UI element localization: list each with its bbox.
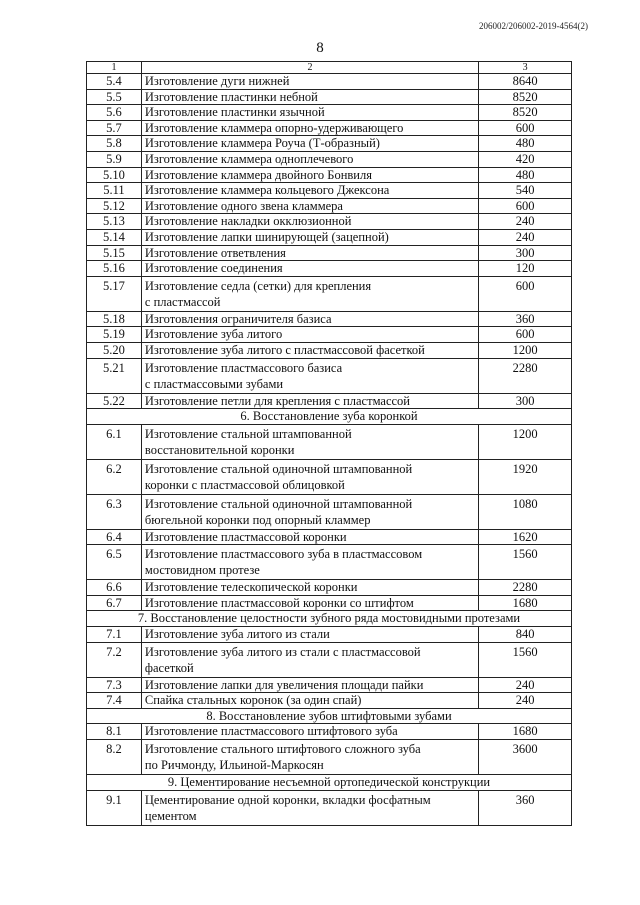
price-table <box>86 61 572 826</box>
table-row <box>87 724 572 740</box>
table-row <box>87 693 572 709</box>
table-row <box>87 276 572 311</box>
table-row <box>87 311 572 327</box>
table-row <box>87 627 572 643</box>
item-name <box>141 494 478 529</box>
section-row <box>87 708 572 724</box>
item-name-line: Изготовление зуба литого из стали с пластмассовой <box>144 644 421 659</box>
table-row <box>87 245 572 261</box>
table-row <box>87 529 572 545</box>
section-title: 6. Восстановление зуба коронкой <box>87 409 572 425</box>
item-number: 5.19 <box>87 327 142 343</box>
item-name <box>141 358 478 393</box>
table-row <box>87 198 572 214</box>
item-price: 3600 <box>479 740 572 775</box>
item-number: 5.5 <box>87 89 142 105</box>
item-number: 6.3 <box>87 494 142 529</box>
column-header: 3 <box>479 62 572 74</box>
item-name: Изготовление дуги нижней <box>141 74 478 90</box>
item-price: 600 <box>479 327 572 343</box>
item-name <box>141 790 478 825</box>
item-number: 5.16 <box>87 261 142 277</box>
item-number: 5.21 <box>87 358 142 393</box>
item-number: 5.9 <box>87 151 142 167</box>
item-price: 1680 <box>479 724 572 740</box>
item-price: 8640 <box>479 74 572 90</box>
item-name-line: Изготовление стальной штампованной <box>144 426 352 441</box>
item-name: Изготовление кламмера кольцевого Джексона <box>141 183 478 199</box>
section-title: 9. Цементирование несъемной ортопедической конструкции <box>87 775 572 791</box>
item-name: Изготовление кламмера Роуча (Т-образный) <box>141 136 478 152</box>
item-price: 840 <box>479 627 572 643</box>
item-price: 1920 <box>479 459 572 494</box>
section-row <box>87 409 572 425</box>
item-name-line: Изготовление пластмассового зуба в пластмассовом <box>144 547 423 562</box>
table-row <box>87 261 572 277</box>
table-row <box>87 229 572 245</box>
table-row <box>87 151 572 167</box>
table-row <box>87 183 572 199</box>
item-price: 1560 <box>479 545 572 580</box>
item-number: 7.1 <box>87 627 142 643</box>
section-row <box>87 611 572 627</box>
item-number: 5.4 <box>87 74 142 90</box>
item-name: Изготовление ответвления <box>141 245 478 261</box>
item-price: 240 <box>479 214 572 230</box>
item-price: 240 <box>479 229 572 245</box>
item-name-line: Изготовление стального штифтового сложного зуба <box>144 742 421 757</box>
table-row <box>87 167 572 183</box>
section-row <box>87 775 572 791</box>
item-number: 5.20 <box>87 342 142 358</box>
item-number: 5.14 <box>87 229 142 245</box>
item-name: Изготовление пластмассового штифтового зуба <box>141 724 478 740</box>
item-number: 9.1 <box>87 790 142 825</box>
table-row <box>87 136 572 152</box>
item-price: 480 <box>479 167 572 183</box>
table-row <box>87 358 572 393</box>
table-row <box>87 214 572 230</box>
item-number: 5.7 <box>87 120 142 136</box>
item-number: 5.12 <box>87 198 142 214</box>
item-name-line: по Ричмонду, Ильиной-Маркосян <box>144 758 324 773</box>
item-price: 1080 <box>479 494 572 529</box>
table-row <box>87 580 572 596</box>
table-row <box>87 790 572 825</box>
item-name-line: Изготовление седла (сетки) для крепления <box>144 278 372 293</box>
column-header: 2 <box>141 62 478 74</box>
table-body <box>87 74 572 826</box>
item-number: 7.3 <box>87 677 142 693</box>
item-number: 8.2 <box>87 740 142 775</box>
table-row <box>87 342 572 358</box>
table-row <box>87 459 572 494</box>
item-price: 600 <box>479 120 572 136</box>
item-number: 6.7 <box>87 595 142 611</box>
item-number: 5.6 <box>87 105 142 121</box>
item-name <box>141 740 478 775</box>
item-number: 5.22 <box>87 393 142 409</box>
item-price: 240 <box>479 693 572 709</box>
item-name <box>141 459 478 494</box>
item-name: Изготовление петли для крепления с пластмассой <box>141 393 478 409</box>
item-name-line: фасеткой <box>144 660 194 675</box>
item-name-line: Изготовление стальной одиночной штампованной <box>144 496 413 511</box>
item-number: 5.11 <box>87 183 142 199</box>
item-number: 6.4 <box>87 529 142 545</box>
section-title: 7. Восстановление целостности зубного ряда мостовидными протезами <box>87 611 572 627</box>
item-number: 5.18 <box>87 311 142 327</box>
item-price: 2280 <box>479 358 572 393</box>
document-id: 206002/206002-2019-4564(2) <box>479 21 588 31</box>
item-price: 420 <box>479 151 572 167</box>
item-name: Изготовление пластинки язычной <box>141 105 478 121</box>
item-price: 300 <box>479 245 572 261</box>
column-header: 1 <box>87 62 142 74</box>
item-name-line: Цементирование одной коронки, вкладки фосфатным <box>144 792 431 807</box>
item-name-line: с пластмассовыми зубами <box>144 376 284 391</box>
table-row <box>87 677 572 693</box>
item-name <box>141 545 478 580</box>
item-name: Изготовления ограничителя базиса <box>141 311 478 327</box>
item-name-line: коронки с пластмассовой облицовкой <box>144 477 345 492</box>
item-number: 6.1 <box>87 424 142 459</box>
item-name-line: мостовидном протезе <box>144 563 260 578</box>
item-number: 8.1 <box>87 724 142 740</box>
item-name: Изготовление соединения <box>141 261 478 277</box>
table-row <box>87 74 572 90</box>
item-name: Изготовление пластмассовой коронки <box>141 529 478 545</box>
item-price: 120 <box>479 261 572 277</box>
item-number: 5.10 <box>87 167 142 183</box>
column-header-row <box>87 62 572 74</box>
item-name-line: восстановительной коронки <box>144 442 295 457</box>
table-row <box>87 89 572 105</box>
item-name <box>141 276 478 311</box>
item-name-line: Изготовление пластмассового базиса <box>144 360 343 375</box>
item-name: Изготовление накладки окклюзионной <box>141 214 478 230</box>
page-number: 8 <box>316 40 324 56</box>
item-name: Спайка стальных коронок (за один спай) <box>141 693 478 709</box>
item-price: 1620 <box>479 529 572 545</box>
table-row <box>87 393 572 409</box>
item-name: Изготовление пластинки небной <box>141 89 478 105</box>
item-price: 240 <box>479 677 572 693</box>
table-row <box>87 105 572 121</box>
item-number: 6.6 <box>87 580 142 596</box>
table-row <box>87 595 572 611</box>
item-name: Изготовление лапки для увеличения площади пайки <box>141 677 478 693</box>
table-row <box>87 327 572 343</box>
item-name-line: цементом <box>144 808 197 823</box>
item-price: 600 <box>479 198 572 214</box>
item-number: 5.17 <box>87 276 142 311</box>
item-price: 360 <box>479 790 572 825</box>
item-name: Изготовление зуба литого из стали <box>141 627 478 643</box>
section-title: 8. Восстановление зубов штифтовыми зубами <box>87 708 572 724</box>
item-name: Изготовление кламмера двойного Бонвиля <box>141 167 478 183</box>
item-name: Изготовление зуба литого с пластмассовой фасеткой <box>141 342 478 358</box>
item-price: 540 <box>479 183 572 199</box>
table-row <box>87 424 572 459</box>
item-number: 5.13 <box>87 214 142 230</box>
item-price: 480 <box>479 136 572 152</box>
item-price: 1560 <box>479 642 572 677</box>
item-name <box>141 642 478 677</box>
table-row <box>87 740 572 775</box>
item-number: 6.5 <box>87 545 142 580</box>
item-name: Изготовление лапки шинирующей (зацепной) <box>141 229 478 245</box>
item-name: Изготовление телескопической коронки <box>141 580 478 596</box>
item-price: 1200 <box>479 424 572 459</box>
item-number: 6.2 <box>87 459 142 494</box>
item-number: 5.15 <box>87 245 142 261</box>
table-row <box>87 120 572 136</box>
item-name: Изготовление кламмера одноплечевого <box>141 151 478 167</box>
item-price: 360 <box>479 311 572 327</box>
item-price: 2280 <box>479 580 572 596</box>
table-row <box>87 642 572 677</box>
item-price: 8520 <box>479 89 572 105</box>
item-name: Изготовление кламмера опорно-удерживающего <box>141 120 478 136</box>
item-price: 8520 <box>479 105 572 121</box>
item-price: 600 <box>479 276 572 311</box>
item-number: 5.8 <box>87 136 142 152</box>
item-price: 1680 <box>479 595 572 611</box>
item-name-line: бюгельной коронки под опорный кламмер <box>144 512 371 527</box>
item-name <box>141 424 478 459</box>
item-name: Изготовление пластмассовой коронки со штифтом <box>141 595 478 611</box>
item-name-line: с пластмассой <box>144 294 221 309</box>
table-row <box>87 545 572 580</box>
item-name-line: Изготовление стальной одиночной штампованной <box>144 461 413 476</box>
item-price: 1200 <box>479 342 572 358</box>
item-number: 7.4 <box>87 693 142 709</box>
item-name: Изготовление зуба литого <box>141 327 478 343</box>
item-number: 7.2 <box>87 642 142 677</box>
item-price: 300 <box>479 393 572 409</box>
table-row <box>87 494 572 529</box>
item-name: Изготовление одного звена кламмера <box>141 198 478 214</box>
